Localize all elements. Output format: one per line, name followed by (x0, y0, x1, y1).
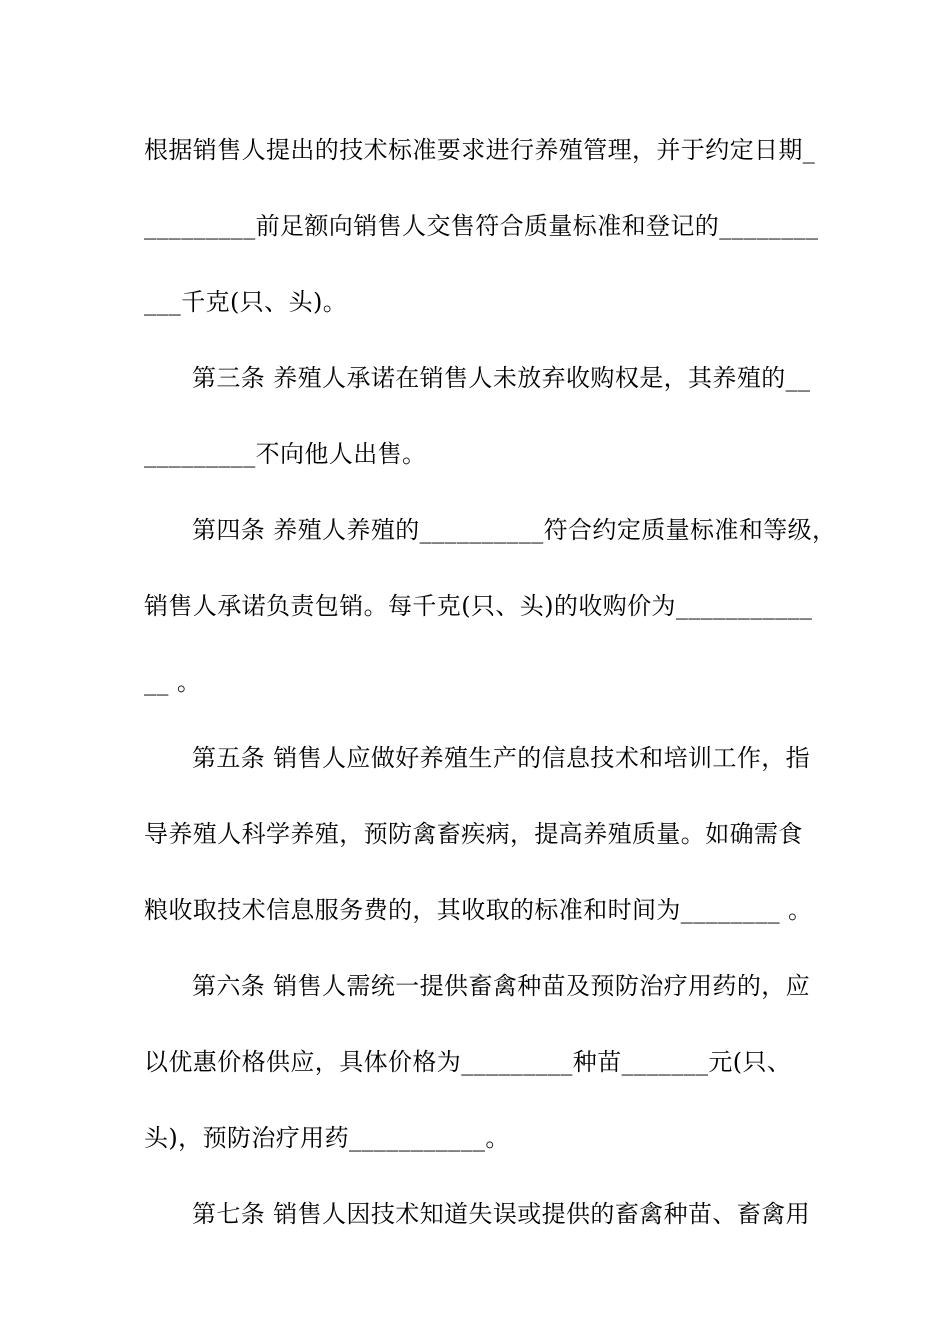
text-line: _________前足额向销售人交售符合质量标准和登记的________ (144, 212, 819, 240)
text-line: 粮收取技术信息服务费的，其收取的标准和时间为________ 。 (144, 896, 813, 924)
article-5-line: 第五条 销售人应做好养殖生产的信息技术和培训工作，指 (192, 744, 811, 772)
text-line: 销售人承诺负责包销。每千克(只、头)的收购价为___________ (144, 592, 813, 620)
text-line: _________不向他人出售。 (144, 440, 427, 468)
text-line: 根据销售人提出的技术标准要求进行养殖管理，并于约定日期_ (144, 136, 816, 164)
article-7-line: 第七条 销售人因技术知道失误或提供的畜禽种苗、畜禽用 (192, 1200, 811, 1228)
text-line: 头)，预防治疗用药___________。 (144, 1124, 510, 1152)
article-3-line: 第三条 养殖人承诺在销售人未放弃收购权是，其养殖的__ (192, 364, 811, 392)
text-line: 以优惠价格供应，具体价格为_________种苗_______元(只、 (144, 1048, 792, 1076)
article-4-line: 第四条 养殖人养殖的__________符合约定质量标准和等级， (192, 516, 837, 544)
article-6-line: 第六条 销售人需统一提供畜禽种苗及预防治疗用药的，应 (192, 972, 811, 1000)
text-line: __ 。 (144, 668, 202, 696)
text-line: ___千克(只、头)。 (144, 288, 348, 316)
text-line: 导养殖人科学养殖，预防禽畜疾病，提高养殖质量。如确需食 (144, 820, 803, 848)
